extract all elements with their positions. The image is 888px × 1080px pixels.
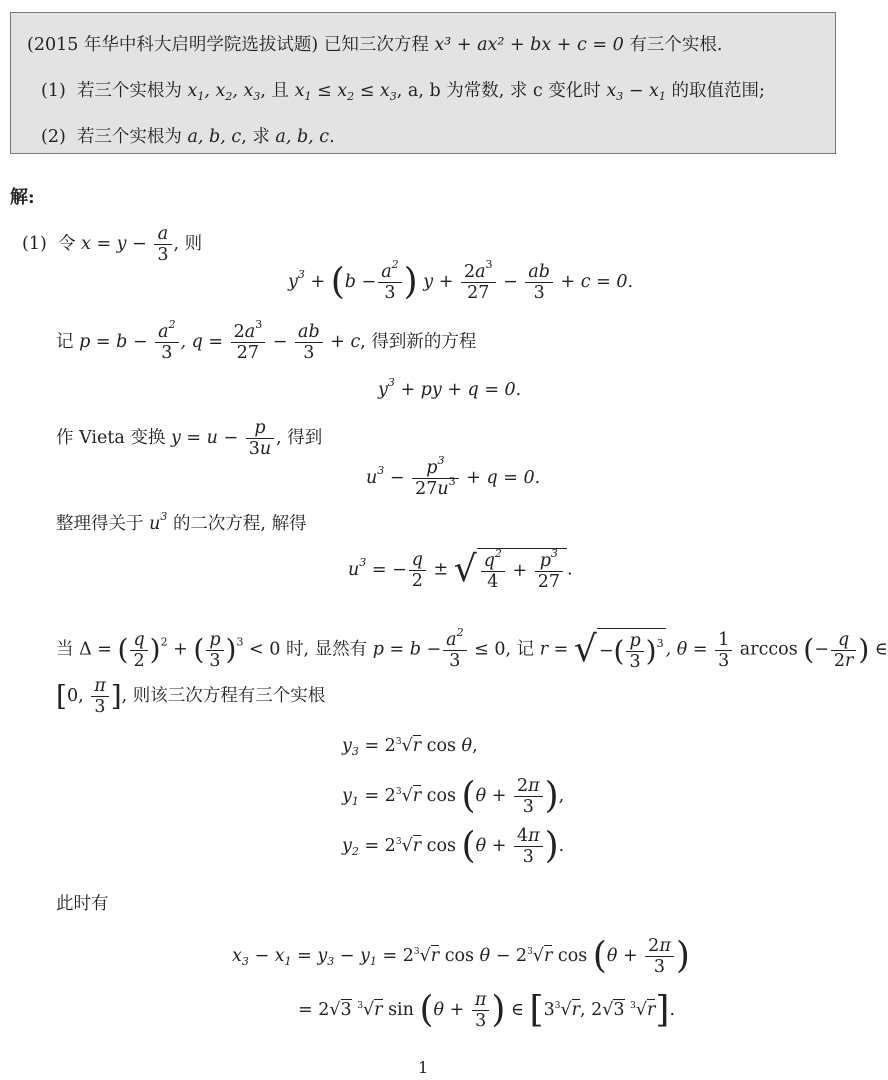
root-y1: $y_1 = 2^3√r$ cos (θ + $\frac{2\pi}{3}$ ), — [342, 775, 565, 817]
equation-difference: $x_3 - x_1 = y_3 - y_1 = 2^3√r$ $\cos \theta - 2^3√r$ cos (θ + $\frac{2\pi}{3}$ ) — [232, 935, 690, 977]
equation-u: $u^3$ − $\frac{p^3}{27u^3}$ + q = 0. — [366, 454, 541, 499]
step-discriminant: 当 Δ = ( $\frac{q}{2}$ )$^2$ + ( $\frac{p}{3}$ )$^3$ < 0 时, 显然有 p = b − $\frac{a^2}{3}$ ≤ 0, 记 r = √ −( $\frac{p}{3}$ )$^3$ , θ = $\frac{1}{3}$ arccos (− $\frac{q}{2r}$ ) ∈ — [56, 625, 888, 672]
root-y2: $y_2 = 2^3√r$ cos (θ + $\frac{4\pi}{3}$ ). — [342, 825, 565, 867]
problem-part-1: (1) 若三个实根为 $x_1$, $x_2$, $x_3$, 且 $x_1 \le x_2 \le x_3$, a, b 为常数, 求 c 变化时 $x_3 - x_1$ 的取值范围; — [41, 81, 765, 103]
page-number: 1 — [418, 1058, 429, 1077]
problem-intro: (2015 年华中科大启明学院选拔试题) 已知三次方程 x³ + ax² + bx + c = 0 有三个实根. — [27, 35, 723, 55]
equation-result: = 2√3 $^3$√r sin (θ + $\frac{\pi}{3}$ ) ∈ [$3^3√r$, 2√3 $^3$√r]. — [298, 989, 676, 1031]
problem-box — [10, 12, 836, 154]
step-define-pq: 记 p = b − $\frac{a^2}{3}$ , q = $\frac{2a^3}{27}$ − $\frac{ab}{3}$ + c, 得到新的方程 — [56, 318, 477, 363]
equation-depressed-full: $y^3 + (b$ − $\frac{a^2}{3}$ ) y + $\frac{2a^3}{27}$ − $\frac{ab}{3}$ + c = 0. — [288, 258, 634, 303]
solution-label: 解: — [10, 187, 35, 208]
step-theta-range: [0, $\frac{\pi}{3}$ ], 则该三次方程有三个实根 — [56, 676, 326, 717]
step-quadratic: 整理得关于 $u^3$ 的二次方程, 解得 — [56, 510, 307, 534]
root-y3: $y_3 = 2^3√r$ cos θ, — [342, 736, 478, 758]
step-substitution: (1) 令 x = y − $\frac{a}{3}$ , 则 — [22, 224, 203, 265]
problem-part-2: (2) 若三个实根为 a, b, c, 求 a, b, c. — [41, 127, 335, 147]
equation-depressed: $y^3$ + py + q = 0. — [378, 376, 522, 400]
step-conclusion-label: 此时有 — [56, 894, 109, 914]
equation-u-cubed: $u^3$ = − $\frac{q}{2}$ ± √ $\frac{q^2}{4}$ + $\frac{p^3}{27}$ . — [348, 547, 573, 592]
step-vieta: 作 Vieta 变换 y = u − $\frac{p}{3u}$ , 得到 — [56, 418, 323, 459]
